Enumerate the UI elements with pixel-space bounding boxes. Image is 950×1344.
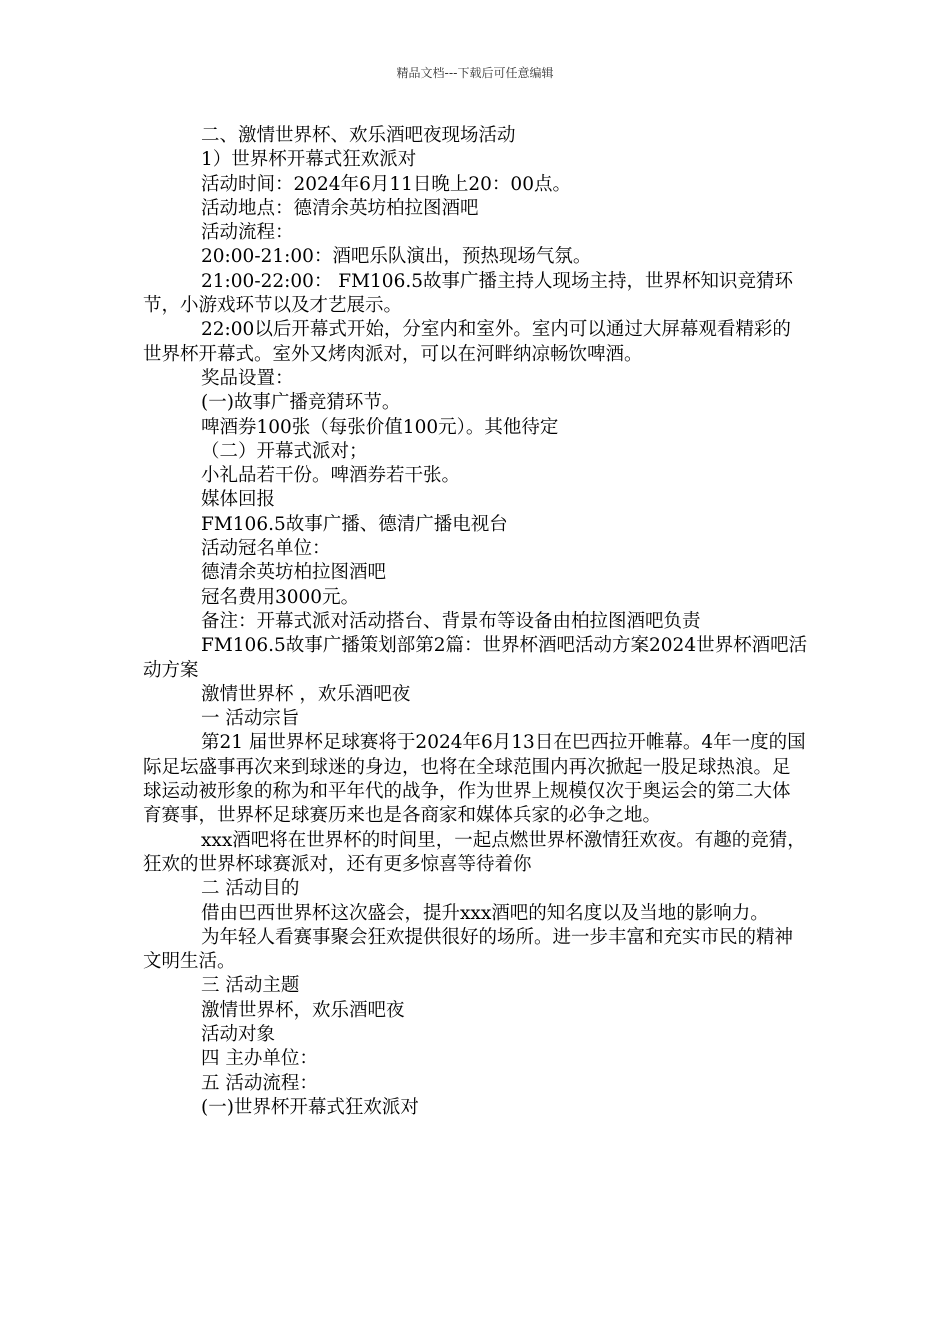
paragraph: 第21 届世界杯足球赛将于2024年6月13日在巴西拉开帷幕。4年一度的国际足坛盛事再次来到球迷的身边，也将在全球范围内再次掀起一股足球热浪。足球运动被形象的称为和平年代的战争，作为世界上规模仅次于奥运会的第二大体育赛事，世界杯足球赛历来也是各商家和媒体兵家的必争之地。 [143, 732, 806, 827]
section-heading: 四 主办单位： [201, 1048, 318, 1070]
paragraph: 活动时间：2024年6月11日晚上20：00点。 [201, 173, 571, 195]
document-body [143, 124, 808, 1120]
paragraph: （二）开幕式派对； [201, 440, 368, 462]
section-heading: 三 活动主题 [201, 975, 300, 997]
paragraph: 活动冠名单位： [201, 538, 331, 560]
paragraph: 活动地点：德清余英坊柏拉图酒吧 [201, 197, 479, 219]
paragraph: 21:00-22:00： FM106.5故事广播主持人现场主持，世界杯知识竞猜环节，小游戏环节以及才艺展示。 [143, 270, 794, 317]
paragraph: FM106.5故事广播策划部第2篇：世界杯酒吧活动方案2024世界杯酒吧活动方案 [143, 635, 808, 681]
paragraph: FM106.5故事广播、德清广播电视台 [201, 513, 508, 535]
section-heading: 二 活动目的 [201, 878, 300, 900]
paragraph: 备注：开幕式派对活动搭台、背景布等设备由柏拉图酒吧负责 [201, 610, 701, 632]
paragraph: 德清余英坊柏拉图酒吧 [201, 562, 387, 584]
paragraph: 小礼品若干份。啤酒券若干张。 [201, 465, 461, 487]
page-header: 精品文档---下载后可任意编辑 [396, 66, 554, 80]
paragraph: 20:00-21:00：酒吧乐队演出，预热现场气氛。 [201, 246, 592, 268]
paragraph: (一)故事广播竞猜环节。 [201, 392, 401, 414]
paragraph: 啤酒券100张（每张价值100元）。其他待定 [201, 416, 559, 438]
paragraph: 活动流程： [201, 222, 294, 244]
paragraph: 22:00以后开幕式开始，分室内和室外。室内可以通过大屏幕观看精彩的世界杯开幕式。室外又烤肉派对，可以在河畔纳凉畅饮啤酒。 [143, 319, 791, 365]
paragraph: 激情世界杯，欢乐酒吧夜 [201, 999, 405, 1021]
paragraph: 奖品设置： [201, 367, 294, 389]
paragraph: 激情世界杯 ，欢乐酒吧夜 [201, 683, 411, 705]
subsection-heading: 1）世界杯开幕式狂欢派对 [201, 149, 417, 171]
paragraph: 为年轻人看赛事聚会狂欢提供很好的场所。进一步丰富和充实市民的精神文明生活。 [143, 926, 794, 973]
paragraph: 冠名费用3000元。 [201, 586, 360, 608]
section-heading: 一 活动宗旨 [201, 708, 300, 730]
section-heading: 二、激情世界杯、欢乐酒吧夜现场活动 [201, 125, 516, 146]
paragraph: xxx酒吧将在世界杯的时间里，一起点燃世界杯激情狂欢夜。有趣的竞猜，狂欢的世界杯球赛派对，还有更多惊喜等待着你 [143, 829, 806, 875]
section-heading: 五 活动流程： [201, 1072, 318, 1094]
paragraph: 借由巴西世界杯这次盛会，提升xxx酒吧的知名度以及当地的影响力。 [201, 902, 769, 924]
subsection-heading: (一)世界杯开幕式狂欢派对 [201, 1096, 419, 1118]
paragraph: 媒体回报 [201, 489, 276, 511]
paragraph: 活动对象 [201, 1023, 276, 1045]
